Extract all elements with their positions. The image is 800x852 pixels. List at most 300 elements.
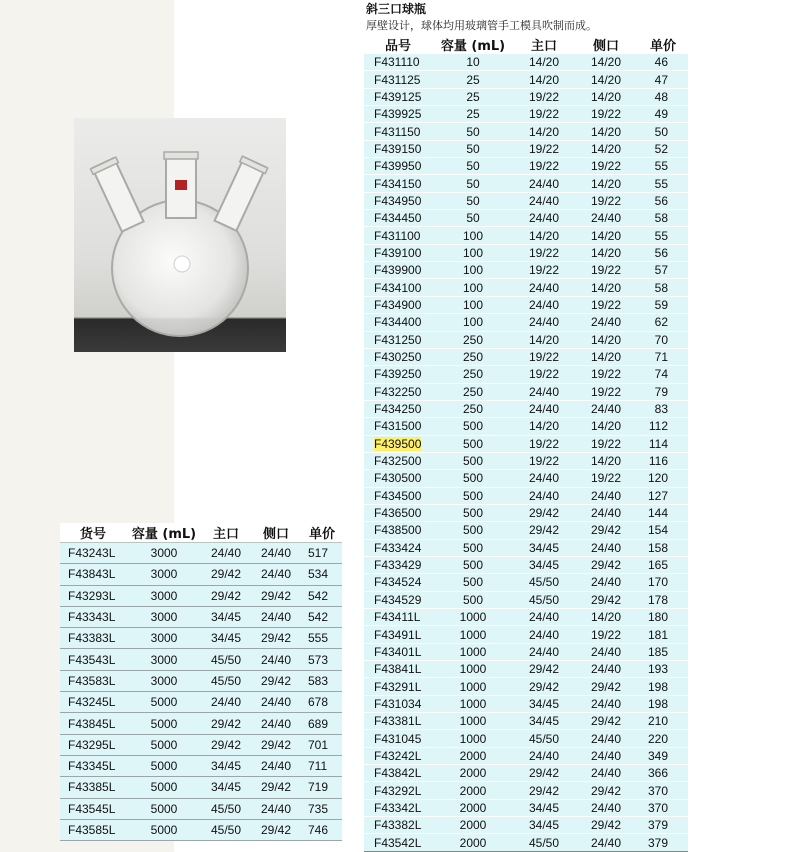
cell-side-joint: 14/20 [574, 227, 638, 244]
cell-side-joint: 24/40 [250, 649, 302, 670]
cell-price: 120 [638, 470, 688, 487]
cell-capacity: 50 [432, 192, 514, 209]
cell-price: 56 [638, 192, 688, 209]
cell-price: 74 [638, 366, 688, 383]
table-row [364, 522, 688, 539]
cell-side-joint: 14/20 [574, 175, 638, 192]
cell-price: 701 [302, 734, 342, 755]
cell-capacity: 250 [432, 383, 514, 400]
table-row [364, 539, 688, 556]
table-row [364, 210, 688, 227]
table-row [364, 591, 688, 608]
cell-price: 180 [638, 609, 688, 626]
cell-main-joint: 24/40 [514, 192, 574, 209]
table-row [364, 296, 688, 313]
table-row [364, 817, 688, 834]
table-row [60, 564, 342, 585]
table-row [364, 244, 688, 261]
table-row [364, 678, 688, 695]
cell-capacity: 250 [432, 331, 514, 348]
cell-price: 127 [638, 487, 688, 504]
cell-side-joint: 19/22 [574, 470, 638, 487]
cell-side-joint: 29/42 [250, 670, 302, 691]
cell-code: F43545L [60, 798, 126, 819]
cell-code: F439250 [364, 366, 432, 383]
cell-main-joint: 19/22 [514, 158, 574, 175]
cell-main-joint: 29/42 [514, 782, 574, 799]
cell-capacity: 100 [432, 314, 514, 331]
cell-capacity: 3000 [126, 606, 202, 627]
table-row [60, 628, 342, 649]
cell-capacity: 500 [432, 522, 514, 539]
cell-code: F432250 [364, 383, 432, 400]
table-row [60, 649, 342, 670]
cell-side-joint: 29/42 [574, 522, 638, 539]
cell-code: F43381L [364, 713, 432, 730]
header-capacity: 容量 (mL) [432, 35, 514, 54]
cell-code: F431110 [364, 54, 432, 71]
cell-code: F43841L [364, 661, 432, 678]
cell-main-joint: 24/40 [514, 400, 574, 417]
cell-price: 210 [638, 713, 688, 730]
cell-code: F431034 [364, 695, 432, 712]
cell-main-joint: 14/20 [514, 123, 574, 140]
table-row [364, 331, 688, 348]
cell-capacity: 10 [432, 54, 514, 71]
table-row [364, 504, 688, 521]
cell-code: F43292L [364, 782, 432, 799]
cell-price: 47 [638, 71, 688, 88]
header-main-joint: 主口 [514, 35, 574, 54]
table-row [364, 71, 688, 88]
cell-code: F434450 [364, 210, 432, 227]
cell-side-joint: 24/40 [574, 765, 638, 782]
table-row [364, 227, 688, 244]
cell-price: 158 [638, 539, 688, 556]
cell-main-joint: 34/45 [202, 606, 250, 627]
table-row [60, 819, 342, 840]
cell-code: F431125 [364, 71, 432, 88]
cell-capacity: 2000 [432, 747, 514, 764]
cell-price: 198 [638, 678, 688, 695]
cell-code: F431250 [364, 331, 432, 348]
cell-main-joint: 45/50 [514, 730, 574, 747]
table-row [364, 192, 688, 209]
cell-price: 112 [638, 418, 688, 435]
cell-price: 71 [638, 348, 688, 365]
cell-capacity: 1000 [432, 678, 514, 695]
cell-main-joint: 29/42 [514, 678, 574, 695]
cell-price: 181 [638, 626, 688, 643]
cell-code: F43293L [60, 585, 126, 606]
table-row [60, 713, 342, 734]
cell-capacity: 2000 [432, 799, 514, 816]
cell-main-joint: 34/45 [202, 628, 250, 649]
table-row [60, 755, 342, 776]
cell-main-joint: 14/20 [514, 331, 574, 348]
cell-side-joint: 14/20 [574, 452, 638, 469]
cell-price: 56 [638, 244, 688, 261]
cell-code: F434524 [364, 574, 432, 591]
cell-price: 55 [638, 158, 688, 175]
cell-side-joint: 14/20 [574, 71, 638, 88]
table-row [364, 106, 688, 123]
cell-capacity: 1000 [432, 643, 514, 660]
cell-code: F430250 [364, 348, 432, 365]
cell-side-joint: 19/22 [574, 383, 638, 400]
cell-main-joint: 34/45 [514, 695, 574, 712]
cell-price: 370 [638, 799, 688, 816]
table-row [364, 643, 688, 660]
table-row [60, 670, 342, 691]
cell-code: F43383L [60, 628, 126, 649]
cell-code: F43401L [364, 643, 432, 660]
table-row [364, 765, 688, 782]
cell-capacity: 50 [432, 123, 514, 140]
cell-capacity: 100 [432, 279, 514, 296]
cell-side-joint: 29/42 [574, 591, 638, 608]
table-row [364, 348, 688, 365]
table-row [60, 543, 342, 564]
table-header-row [364, 35, 688, 54]
main-price-table [364, 35, 688, 852]
cell-side-joint: 24/40 [574, 504, 638, 521]
table-row [364, 314, 688, 331]
cell-code: F434150 [364, 175, 432, 192]
cell-price: 46 [638, 54, 688, 71]
cell-price: 735 [302, 798, 342, 819]
header-side-joint: 侧口 [574, 35, 638, 54]
cell-price: 165 [638, 556, 688, 573]
cell-main-joint: 24/40 [202, 543, 250, 564]
cell-price: 58 [638, 210, 688, 227]
cell-code: F436500 [364, 504, 432, 521]
cell-code: F43291L [364, 678, 432, 695]
cell-main-joint: 19/22 [514, 435, 574, 452]
table-row [60, 798, 342, 819]
cell-capacity: 100 [432, 262, 514, 279]
table-row [364, 400, 688, 417]
cell-code: F431500 [364, 418, 432, 435]
cell-capacity: 50 [432, 140, 514, 157]
cell-side-joint: 14/20 [574, 123, 638, 140]
table-row [60, 734, 342, 755]
cell-capacity: 500 [432, 418, 514, 435]
cell-capacity: 3000 [126, 585, 202, 606]
cell-main-joint: 45/50 [514, 834, 574, 851]
cell-price: 370 [638, 782, 688, 799]
cell-price: 220 [638, 730, 688, 747]
cell-price: 79 [638, 383, 688, 400]
cell-main-joint: 29/42 [514, 504, 574, 521]
cell-code: F439100 [364, 244, 432, 261]
cell-capacity: 5000 [126, 798, 202, 819]
cell-side-joint: 14/20 [574, 331, 638, 348]
cell-main-joint: 29/42 [202, 585, 250, 606]
cell-capacity: 100 [432, 227, 514, 244]
cell-main-joint: 34/45 [202, 777, 250, 798]
cell-capacity: 500 [432, 539, 514, 556]
cell-price: 57 [638, 262, 688, 279]
table-row [364, 123, 688, 140]
cell-main-joint: 34/45 [514, 539, 574, 556]
cell-price: 573 [302, 649, 342, 670]
cell-main-joint: 24/40 [514, 314, 574, 331]
cell-main-joint: 24/40 [514, 383, 574, 400]
cell-price: 719 [302, 777, 342, 798]
product-photo-three-neck-flask [74, 118, 286, 352]
cell-code: F439925 [364, 106, 432, 123]
cell-code: F432500 [364, 452, 432, 469]
table-row [364, 799, 688, 816]
cell-price: 711 [302, 755, 342, 776]
cell-code: F439150 [364, 140, 432, 157]
cell-capacity: 3000 [126, 543, 202, 564]
table-row [364, 418, 688, 435]
cell-main-joint: 19/22 [514, 88, 574, 105]
cell-side-joint: 14/20 [574, 348, 638, 365]
cell-side-joint: 24/40 [574, 799, 638, 816]
cell-main-joint: 24/40 [514, 747, 574, 764]
table-row [364, 713, 688, 730]
table-row [364, 556, 688, 573]
cell-code: F434100 [364, 279, 432, 296]
cell-side-joint: 24/40 [250, 543, 302, 564]
cell-side-joint: 14/20 [574, 244, 638, 261]
table-row [364, 140, 688, 157]
cell-capacity: 50 [432, 158, 514, 175]
table-row [60, 585, 342, 606]
cell-side-joint: 14/20 [574, 609, 638, 626]
product-description: 厚壁设计，球体均用玻璃管手工模具吹制而成。 [366, 19, 597, 32]
cell-side-joint: 19/22 [574, 158, 638, 175]
cell-main-joint: 34/45 [202, 755, 250, 776]
table-header-row [60, 523, 342, 543]
table-row [364, 262, 688, 279]
cell-side-joint: 24/40 [574, 747, 638, 764]
cell-price: 689 [302, 713, 342, 734]
cell-code: F43843L [60, 564, 126, 585]
cell-price: 178 [638, 591, 688, 608]
cell-side-joint: 29/42 [250, 819, 302, 840]
table-row [364, 452, 688, 469]
cell-price: 517 [302, 543, 342, 564]
cell-side-joint: 24/40 [574, 643, 638, 660]
cell-code: F43583L [60, 670, 126, 691]
cell-side-joint: 24/40 [574, 400, 638, 417]
cell-main-joint: 24/40 [514, 487, 574, 504]
cell-side-joint: 14/20 [574, 54, 638, 71]
cell-code: F43343L [60, 606, 126, 627]
cell-main-joint: 45/50 [202, 649, 250, 670]
cell-main-joint: 34/45 [514, 817, 574, 834]
cell-price: 55 [638, 175, 688, 192]
cell-side-joint: 24/40 [574, 730, 638, 747]
cell-code: F43543L [60, 649, 126, 670]
cell-price: 62 [638, 314, 688, 331]
cell-main-joint: 14/20 [514, 71, 574, 88]
cell-price: 198 [638, 695, 688, 712]
cell-code: F439900 [364, 262, 432, 279]
cell-code: F439950 [364, 158, 432, 175]
table-row [364, 435, 688, 452]
cell-code: F43542L [364, 834, 432, 851]
cell-code: F43345L [60, 755, 126, 776]
cell-price: 379 [638, 834, 688, 851]
cell-main-joint: 34/45 [514, 713, 574, 730]
cell-code: F43842L [364, 765, 432, 782]
cell-side-joint: 29/42 [250, 585, 302, 606]
cell-side-joint: 29/42 [574, 713, 638, 730]
cell-capacity: 2000 [432, 765, 514, 782]
cell-side-joint: 29/42 [574, 782, 638, 799]
cell-main-joint: 34/45 [514, 556, 574, 573]
cell-code: F434500 [364, 487, 432, 504]
cell-price: 185 [638, 643, 688, 660]
cell-main-joint: 24/40 [514, 626, 574, 643]
cell-side-joint: 24/40 [574, 210, 638, 227]
cell-side-joint: 19/22 [574, 262, 638, 279]
cell-code: F434950 [364, 192, 432, 209]
cell-code: F433424 [364, 539, 432, 556]
cell-capacity: 1000 [432, 713, 514, 730]
cell-side-joint: 14/20 [574, 279, 638, 296]
cell-price: 583 [302, 670, 342, 691]
cell-capacity: 2000 [432, 782, 514, 799]
cell-price: 193 [638, 661, 688, 678]
table-row [364, 383, 688, 400]
cell-code: F434900 [364, 296, 432, 313]
table-row [364, 747, 688, 764]
cell-code: F431045 [364, 730, 432, 747]
cell-main-joint: 19/22 [514, 244, 574, 261]
table-row [364, 730, 688, 747]
cell-capacity: 3000 [126, 628, 202, 649]
cell-code: F439125 [364, 88, 432, 105]
cell-capacity: 250 [432, 348, 514, 365]
cell-side-joint: 19/22 [574, 106, 638, 123]
cell-main-joint: 29/42 [514, 661, 574, 678]
cell-code: F43342L [364, 799, 432, 816]
cell-side-joint: 24/40 [574, 661, 638, 678]
cell-price: 555 [302, 628, 342, 649]
cell-main-joint: 29/42 [514, 522, 574, 539]
cell-capacity: 5000 [126, 819, 202, 840]
cell-code: F434250 [364, 400, 432, 417]
cell-price: 70 [638, 331, 688, 348]
cell-price: 542 [302, 585, 342, 606]
cell-capacity: 5000 [126, 692, 202, 713]
table-row [60, 777, 342, 798]
cell-side-joint: 19/22 [574, 435, 638, 452]
cell-price: 542 [302, 606, 342, 627]
cell-capacity: 500 [432, 591, 514, 608]
cell-side-joint: 24/40 [250, 755, 302, 776]
cell-price: 48 [638, 88, 688, 105]
cell-side-joint: 14/20 [574, 88, 638, 105]
cell-price: 83 [638, 400, 688, 417]
cell-capacity: 500 [432, 504, 514, 521]
cell-main-joint: 24/40 [514, 296, 574, 313]
cell-price: 116 [638, 452, 688, 469]
cell-side-joint: 29/42 [250, 777, 302, 798]
cell-main-joint: 45/50 [202, 798, 250, 819]
cell-capacity: 1000 [432, 609, 514, 626]
cell-side-joint: 29/42 [250, 734, 302, 755]
cell-main-joint: 19/22 [514, 262, 574, 279]
cell-capacity: 500 [432, 452, 514, 469]
header-main-joint: 主口 [202, 523, 250, 543]
table-row [364, 54, 688, 71]
cell-price: 534 [302, 564, 342, 585]
cell-side-joint: 24/40 [574, 834, 638, 851]
cell-code: F43585L [60, 819, 126, 840]
cell-capacity: 500 [432, 487, 514, 504]
cell-side-joint: 19/22 [574, 192, 638, 209]
cell-main-joint: 24/40 [514, 609, 574, 626]
cell-side-joint: 29/42 [250, 628, 302, 649]
table-row [364, 470, 688, 487]
table-row [364, 158, 688, 175]
cell-main-joint: 19/22 [514, 366, 574, 383]
cell-price: 50 [638, 123, 688, 140]
cell-price: 349 [638, 747, 688, 764]
cell-side-joint: 24/40 [574, 314, 638, 331]
table-row [364, 695, 688, 712]
cell-price: 170 [638, 574, 688, 591]
cell-price: 55 [638, 227, 688, 244]
cell-side-joint: 24/40 [574, 539, 638, 556]
table-row [60, 606, 342, 627]
large-size-price-table [60, 523, 342, 841]
cell-side-joint: 24/40 [574, 487, 638, 504]
table-row [364, 661, 688, 678]
cell-code: F430500 [364, 470, 432, 487]
cell-code: F434400 [364, 314, 432, 331]
table-row [364, 279, 688, 296]
cell-capacity: 5000 [126, 777, 202, 798]
table-row [364, 834, 688, 851]
cell-main-joint: 29/42 [202, 564, 250, 585]
cell-price: 58 [638, 279, 688, 296]
table-row [364, 626, 688, 643]
cell-main-joint: 45/50 [514, 574, 574, 591]
cell-capacity: 5000 [126, 755, 202, 776]
cell-main-joint: 24/40 [202, 692, 250, 713]
cell-capacity: 1000 [432, 626, 514, 643]
cell-main-joint: 14/20 [514, 54, 574, 71]
cell-side-joint: 29/42 [574, 817, 638, 834]
cell-price: 59 [638, 296, 688, 313]
cell-main-joint: 24/40 [514, 470, 574, 487]
cell-capacity: 50 [432, 175, 514, 192]
cell-main-joint: 19/22 [514, 140, 574, 157]
cell-main-joint: 45/50 [514, 591, 574, 608]
cell-price: 746 [302, 819, 342, 840]
cell-code: F431100 [364, 227, 432, 244]
cell-code: F43295L [60, 734, 126, 755]
cell-capacity: 500 [432, 470, 514, 487]
cell-side-joint: 19/22 [574, 296, 638, 313]
cell-side-joint: 24/40 [250, 692, 302, 713]
cell-code: F433429 [364, 556, 432, 573]
cell-code: F438500 [364, 522, 432, 539]
cell-code: F43382L [364, 817, 432, 834]
cell-side-joint: 24/40 [574, 574, 638, 591]
header-code: 品号 [364, 35, 432, 54]
table-row [364, 574, 688, 591]
cell-capacity: 2000 [432, 817, 514, 834]
